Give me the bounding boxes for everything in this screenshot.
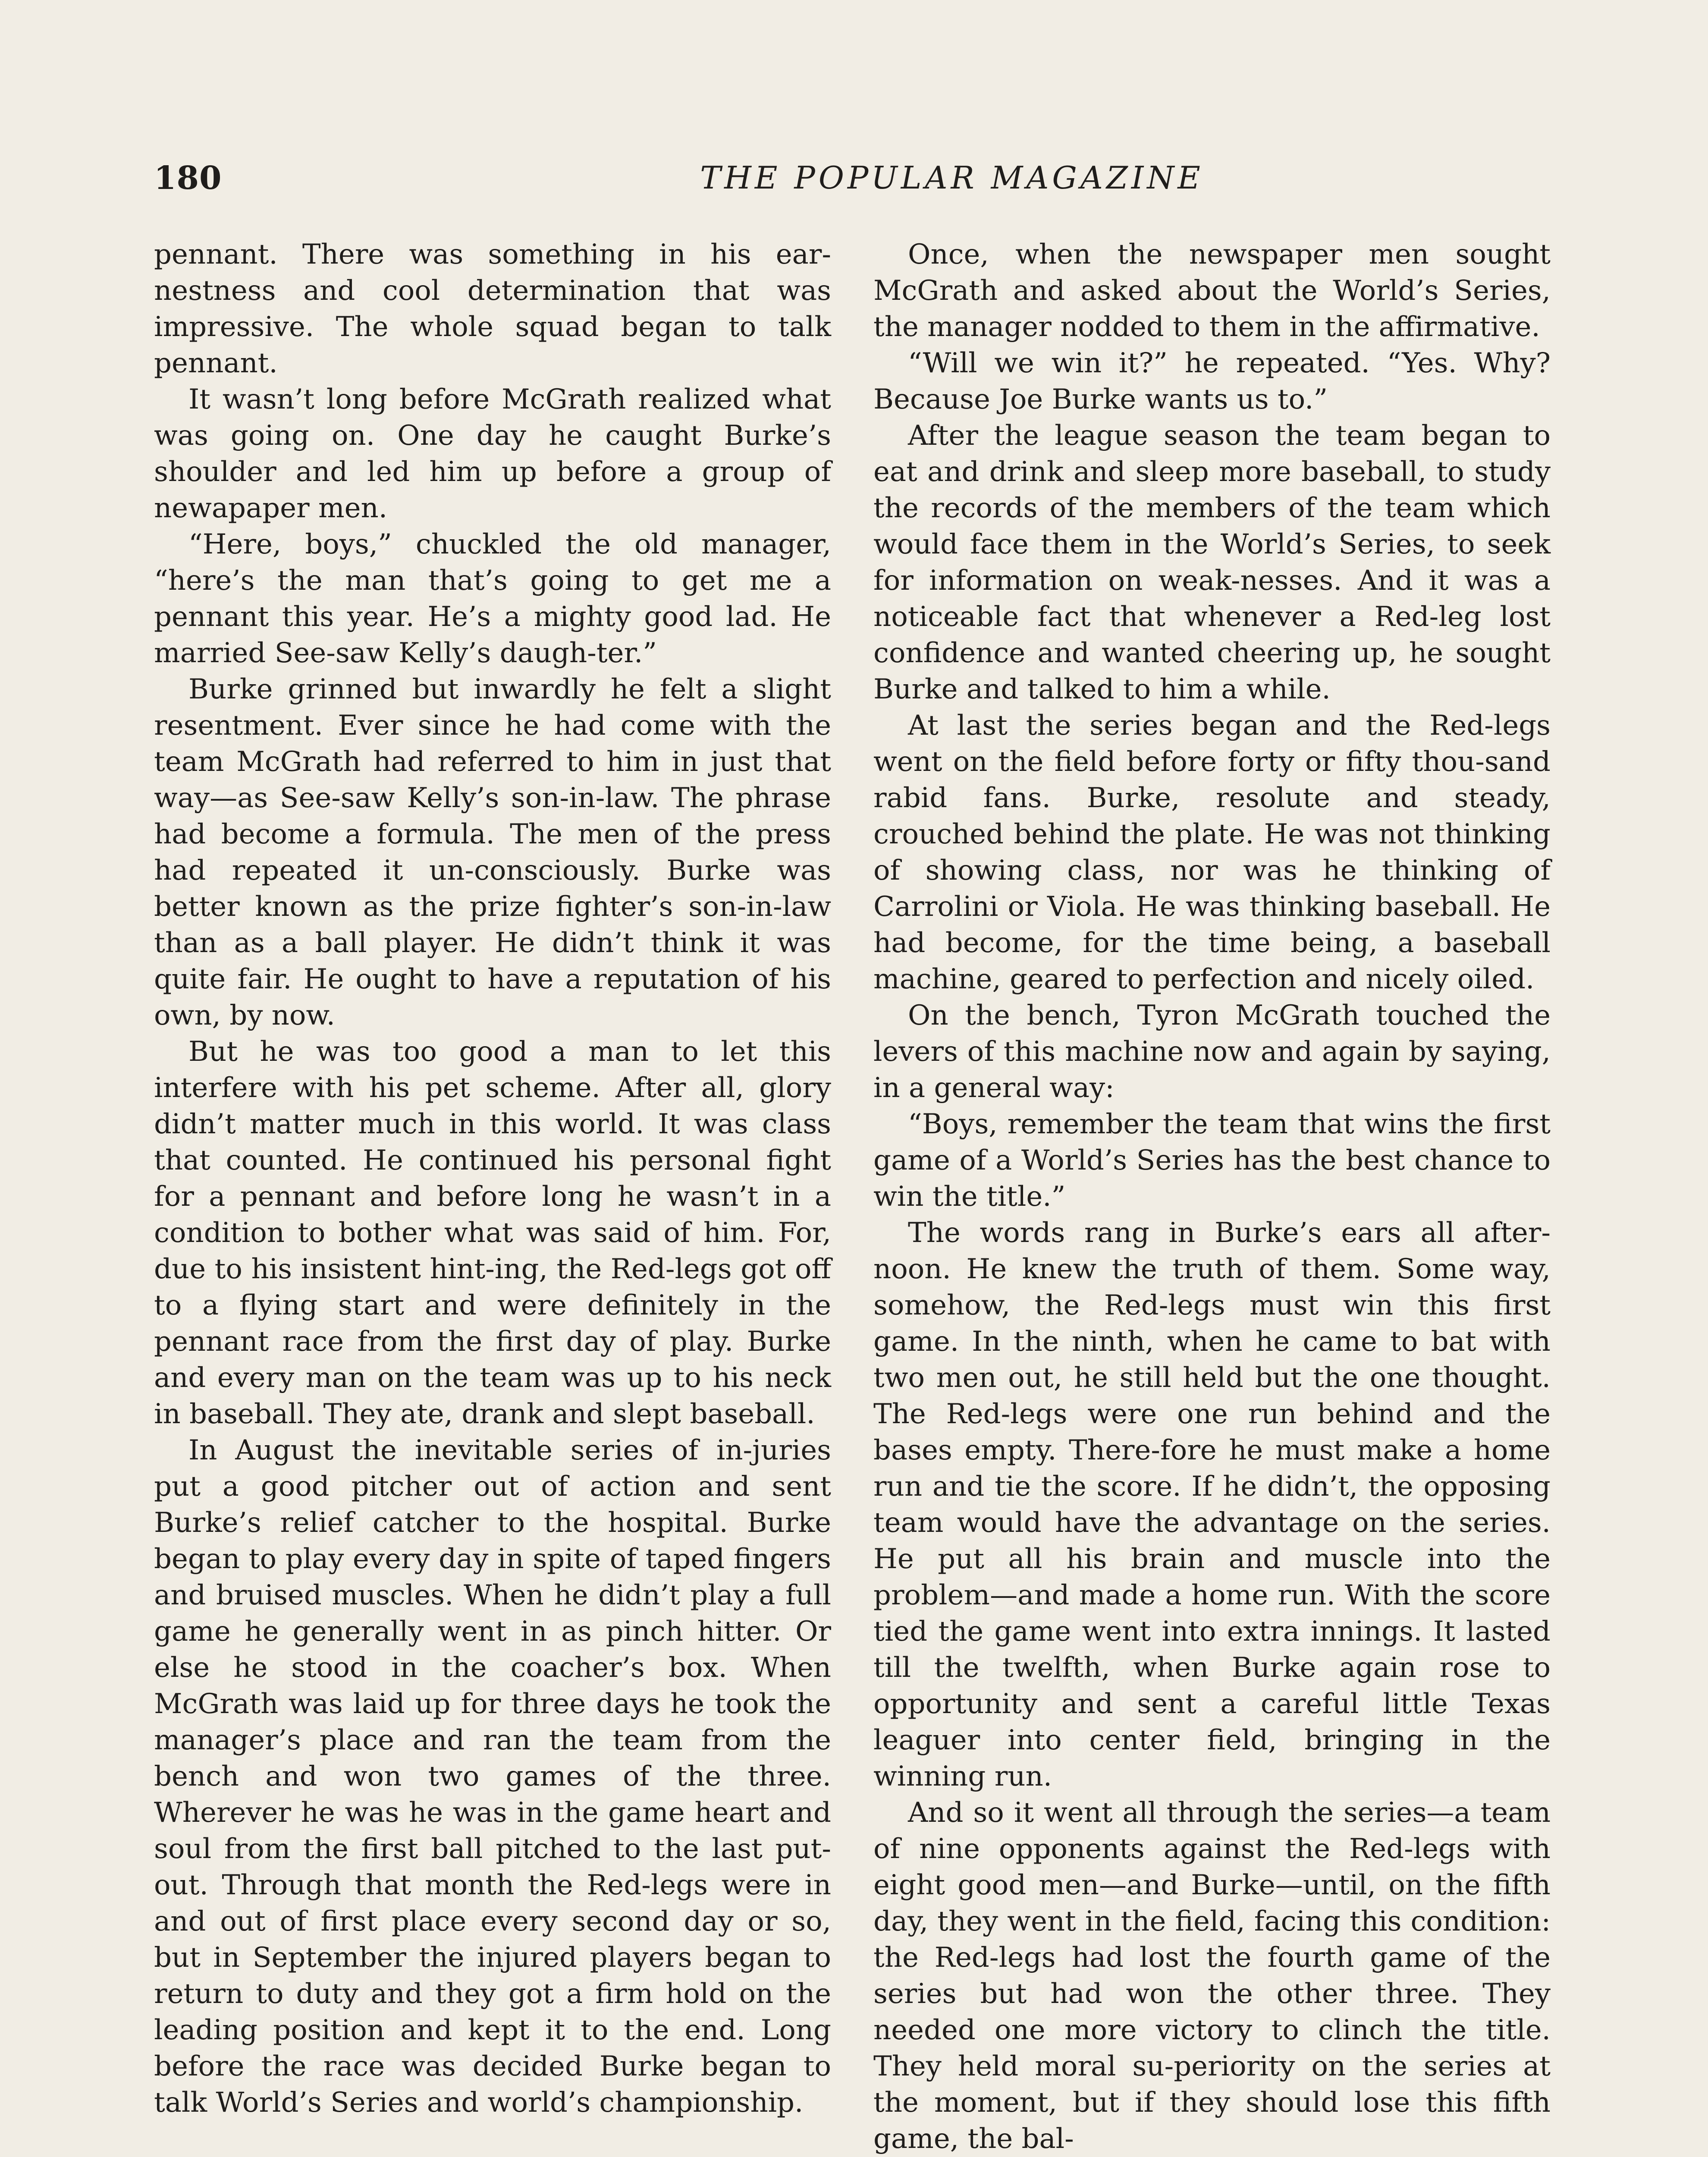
paragraph: “Will we win it?” he repeated. “Yes. Why? Because Joe Burke wants us to.” <box>873 347 1551 415</box>
paragraph: “Boys, remember the team that wins the first game of a World’s Series has the best chance to win the title.” <box>873 1108 1551 1213</box>
paragraph: Once, when the newspaper men sought McGrath and asked about the World’s Series, the manager nodded to them in the affirmative. <box>873 239 1551 343</box>
paragraph: In August the inevitable series of in-juries put a good pitcher out of action and sent Burke’s relief catcher to the hospital. Burke began to play every day in spite of taped fingers and bruised muscles. When he didn’t play a full game he generally went in as pinch hitter. Or else he stood in the coacher’s box. When McGrath was laid up for three days he took the manager’s place and ran the team from the bench and won two games of the three. Wherever he was he was in the game heart and soul from the first ball pitched to the last put-out. Through that month the Red-legs were in and out of first place every second day or so, but in September the injured players began to return to duty and they got a firm hold on the leading position and kept it to the end. Long before the race was decided Burke began to talk World’s Series and world’s championship. <box>154 1434 831 2119</box>
paragraph: On the bench, Tyron McGrath touched the levers of this machine now and again by saying, in a general way: <box>873 1000 1551 1104</box>
paragraph: It wasn’t long before McGrath realized what was going on. One day he caught Burke’s shoulder and led him up before a group of newapaper men. <box>154 384 831 524</box>
left-column <box>154 236 831 2121</box>
right-column <box>873 236 1551 2157</box>
paragraph: After the league season the team began to eat and drink and sleep more baseball, to study the records of the members of the team which would face them in the World’s Series, to seek for information on weak-nesses. And it was a noticeable fact that whenever a Red-leg lost confidence and wanted cheering up, he sought Burke and talked to him a while. <box>873 420 1551 705</box>
paragraph: And so it went all through the series—a team of nine opponents against the Red-legs with eight good men—and Burke—until, on the fifth day, they went in the field, facing this condition: the Red-legs had lost the fourth game of the series but had won the other three. They needed one more victory to clinch the title. They held moral su-periority on the series at the moment, but if they should lose this fifth game, the bal- <box>873 1797 1551 2155</box>
paragraph: Burke grinned but inwardly he felt a slight resentment. Ever since he had come with the team McGrath had referred to him in just that way—as See-saw Kelly’s son-in-law. The phrase had become a formula. The men of the press had repeated it un-consciously. Burke was better known as the prize fighter’s son-in-law than as a ball player. He didn’t think it was quite fair. He ought to have a reputation of his own, by now. <box>154 673 831 1031</box>
paragraph: The words rang in Burke’s ears all after-noon. He knew the truth of them. Some way, somehow, the Red-legs must win this first game. In the ninth, when he came to bat with two men out, he still held but the one thought. The Red-legs were one run behind and the bases empty. There-fore he must make a home run and tie the score. If he didn’t, the opposing team would have the advantage on the series. He put all his brain and muscle into the problem—and made a home run. With the score tied the game went into extra innings. It lasted till the twelfth, when Burke again rose to opportunity and sent a careful little Texas leaguer into center field, bringing in the winning run. <box>873 1217 1551 1792</box>
page-header <box>154 160 1564 207</box>
paragraph: At last the series began and the Red-legs went on the field before forty or fifty thou-sand rabid fans. Burke, resolute and steady, crouched behind the plate. He was not thinking of showing class, nor was he thinking of Carrolini or Viola. He was thinking baseball. He had become, for the time being, a baseball machine, geared to perfection and nicely oiled. <box>873 710 1551 995</box>
paragraph: “Here, boys,” chuckled the old manager, “here’s the man that’s going to get me a pennant this year. He’s a mighty good lad. He married See-saw Kelly’s daugh-ter.” <box>154 528 831 669</box>
page-number: 180 <box>154 160 222 197</box>
paragraph: But he was too good a man to let this interfere with his pet scheme. After all, glory didn’t matter much in this world. It was class that counted. He continued his personal fight for a pennant and before long he wasn’t in a condition to bother what was said of him. For, due to his insistent hint-ing, the Red-legs got off to a flying start and were definitely in the pennant race from the first day of play. Burke and every man on the team was up to his neck in baseball. They ate, drank and slept baseball. <box>154 1036 831 1430</box>
running-title: THE POPULAR MAGAZINE <box>700 160 1204 196</box>
paragraph: pennant. There was something in his ear-nestness and cool determination that was impressive. The whole squad began to talk pennant. <box>154 239 831 379</box>
